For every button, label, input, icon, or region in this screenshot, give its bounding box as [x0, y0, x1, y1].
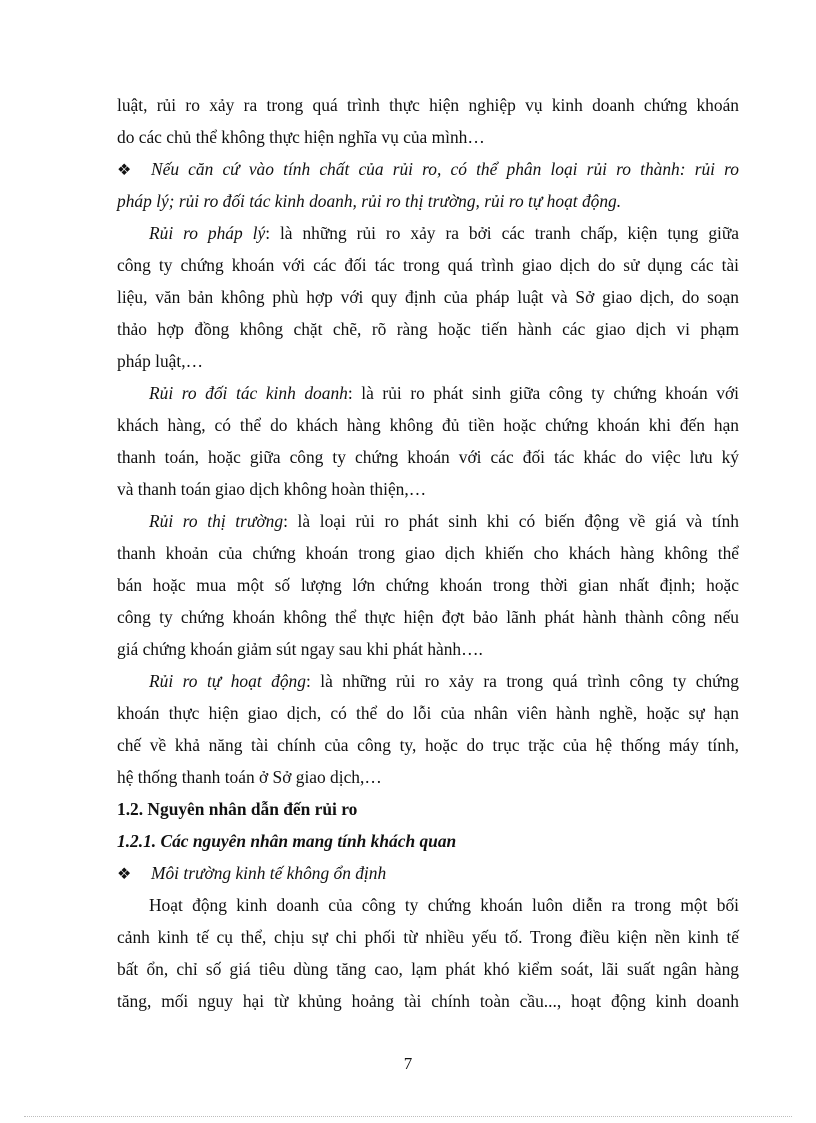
bullet-text-continuation: pháp lý; rủi ro đối tác kinh doanh, rủi ro thị trường, rủi ro tự hoạt động.: [117, 191, 622, 211]
partner-risk-term: Rủi ro đối tác kinh doanh: [149, 383, 348, 403]
diamond-bullet-icon: ❖: [117, 162, 132, 179]
paragraph-line: giá chứng khoán giảm sút ngay sau khi phát hành….: [117, 639, 483, 659]
paragraph-line: bất ổn, chỉ số giá tiêu dùng tăng cao, lạm phát khó kiểm soát, lãi suất ngân hàng: [117, 959, 739, 979]
operational-risk-definition: : là những rủi ro xảy ra trong quá trình công ty chứng: [305, 671, 740, 691]
legal-risk-term: Rủi ro pháp lý: [149, 223, 266, 243]
document-page: [117, 89, 739, 1017]
bullet-item-economy: [117, 857, 739, 889]
legal-risk-definition: : là những rủi ro xảy ra bởi các tranh chấp, kiện tụng giữa: [265, 223, 739, 243]
paragraph-line: thanh khoản của chứng khoán trong giao dịch khiến cho khách hàng không thể: [117, 543, 739, 563]
market-risk-term: Rủi ro thị trường: [149, 511, 284, 531]
paragraph-line: pháp luật,…: [117, 351, 203, 371]
operational-risk-term: Rủi ro tự hoạt động: [149, 671, 306, 691]
paragraph-line: thảo hợp đồng không chặt chẽ, rõ ràng hoặc tiến hành các giao dịch vi phạm: [117, 319, 739, 339]
paragraph-line: do các chủ thể không thực hiện nghĩa vụ của mình…: [117, 127, 485, 147]
market-risk-line: [117, 505, 739, 537]
paragraph-line: bán hoặc mua một số lượng lớn chứng khoán trong thời gian nhất định; hoặc: [117, 575, 739, 595]
paragraph-line: chế về khả năng tài chính của công ty, hoặc do trục trặc của hệ thống máy tính,: [117, 735, 739, 755]
page-number: 7: [403, 1054, 413, 1073]
paragraph-line: khoán thực hiện giao dịch, có thể do lỗi của nhân viên hành nghề, hoặc sự hạn: [117, 703, 739, 723]
paragraph-line: hệ thống thanh toán ở Sở giao dịch,…: [117, 767, 382, 787]
subsection-heading: 1.2.1. Các nguyên nhân mang tính khách quan: [117, 831, 457, 851]
paragraph-line: cảnh kinh tế cụ thể, chịu sự chi phối từ nhiều yếu tố. Trong điều kiện nền kinh tế: [117, 927, 739, 947]
paragraph-line: luật, rủi ro xảy ra trong quá trình thực hiện nghiệp vụ kinh doanh chứng khoán: [117, 95, 739, 115]
paragraph-line: khách hàng, có thể do khách hàng không đủ tiền hoặc chứng khoán khi đến hạn: [117, 415, 739, 435]
market-risk-definition: : là loại rủi ro phát sinh khi có biến động về giá và tính: [283, 511, 739, 531]
partner-risk-definition: : là rủi ro phát sinh giữa công ty chứng khoán với: [347, 383, 739, 403]
paragraph-line: và thanh toán giao dịch không hoàn thiện,…: [117, 479, 427, 499]
operational-risk-line: [117, 665, 739, 697]
diamond-bullet-icon: ❖: [117, 866, 132, 883]
paragraph-line: Hoạt động kinh doanh của công ty chứng khoán luôn diễn ra trong một bối: [149, 895, 739, 915]
paragraph-line: thanh toán, hoặc giữa công ty chứng khoán với các đối tác khác do việc lưu ký: [117, 447, 739, 467]
partner-risk-line: [117, 377, 739, 409]
footer-divider: [24, 1116, 792, 1117]
paragraph-line: công ty chứng khoán không thể thực hiện đợt bảo lãnh phát hành thành công nếu: [117, 607, 739, 627]
paragraph-line: tăng, mối nguy hại từ khủng hoảng tài chính toàn cầu..., hoạt động kinh doanh: [117, 991, 739, 1011]
bullet-item-classification: [117, 153, 739, 185]
legal-risk-line: [117, 217, 739, 249]
paragraph-line: công ty chứng khoán với các đối tác trong quá trình giao dịch do sử dụng các tài: [117, 255, 739, 275]
bullet-text: Môi trường kinh tế không ổn định: [151, 863, 387, 883]
section-heading: 1.2. Nguyên nhân dẫn đến rủi ro: [117, 799, 358, 819]
paragraph-line: liệu, văn bản không phù hợp với quy định của pháp luật và Sở giao dịch, do soạn: [117, 287, 739, 307]
bullet-text: Nếu căn cứ vào tính chất của rủi ro, có thể phân loại rủi ro thành: rủi ro: [151, 159, 739, 179]
